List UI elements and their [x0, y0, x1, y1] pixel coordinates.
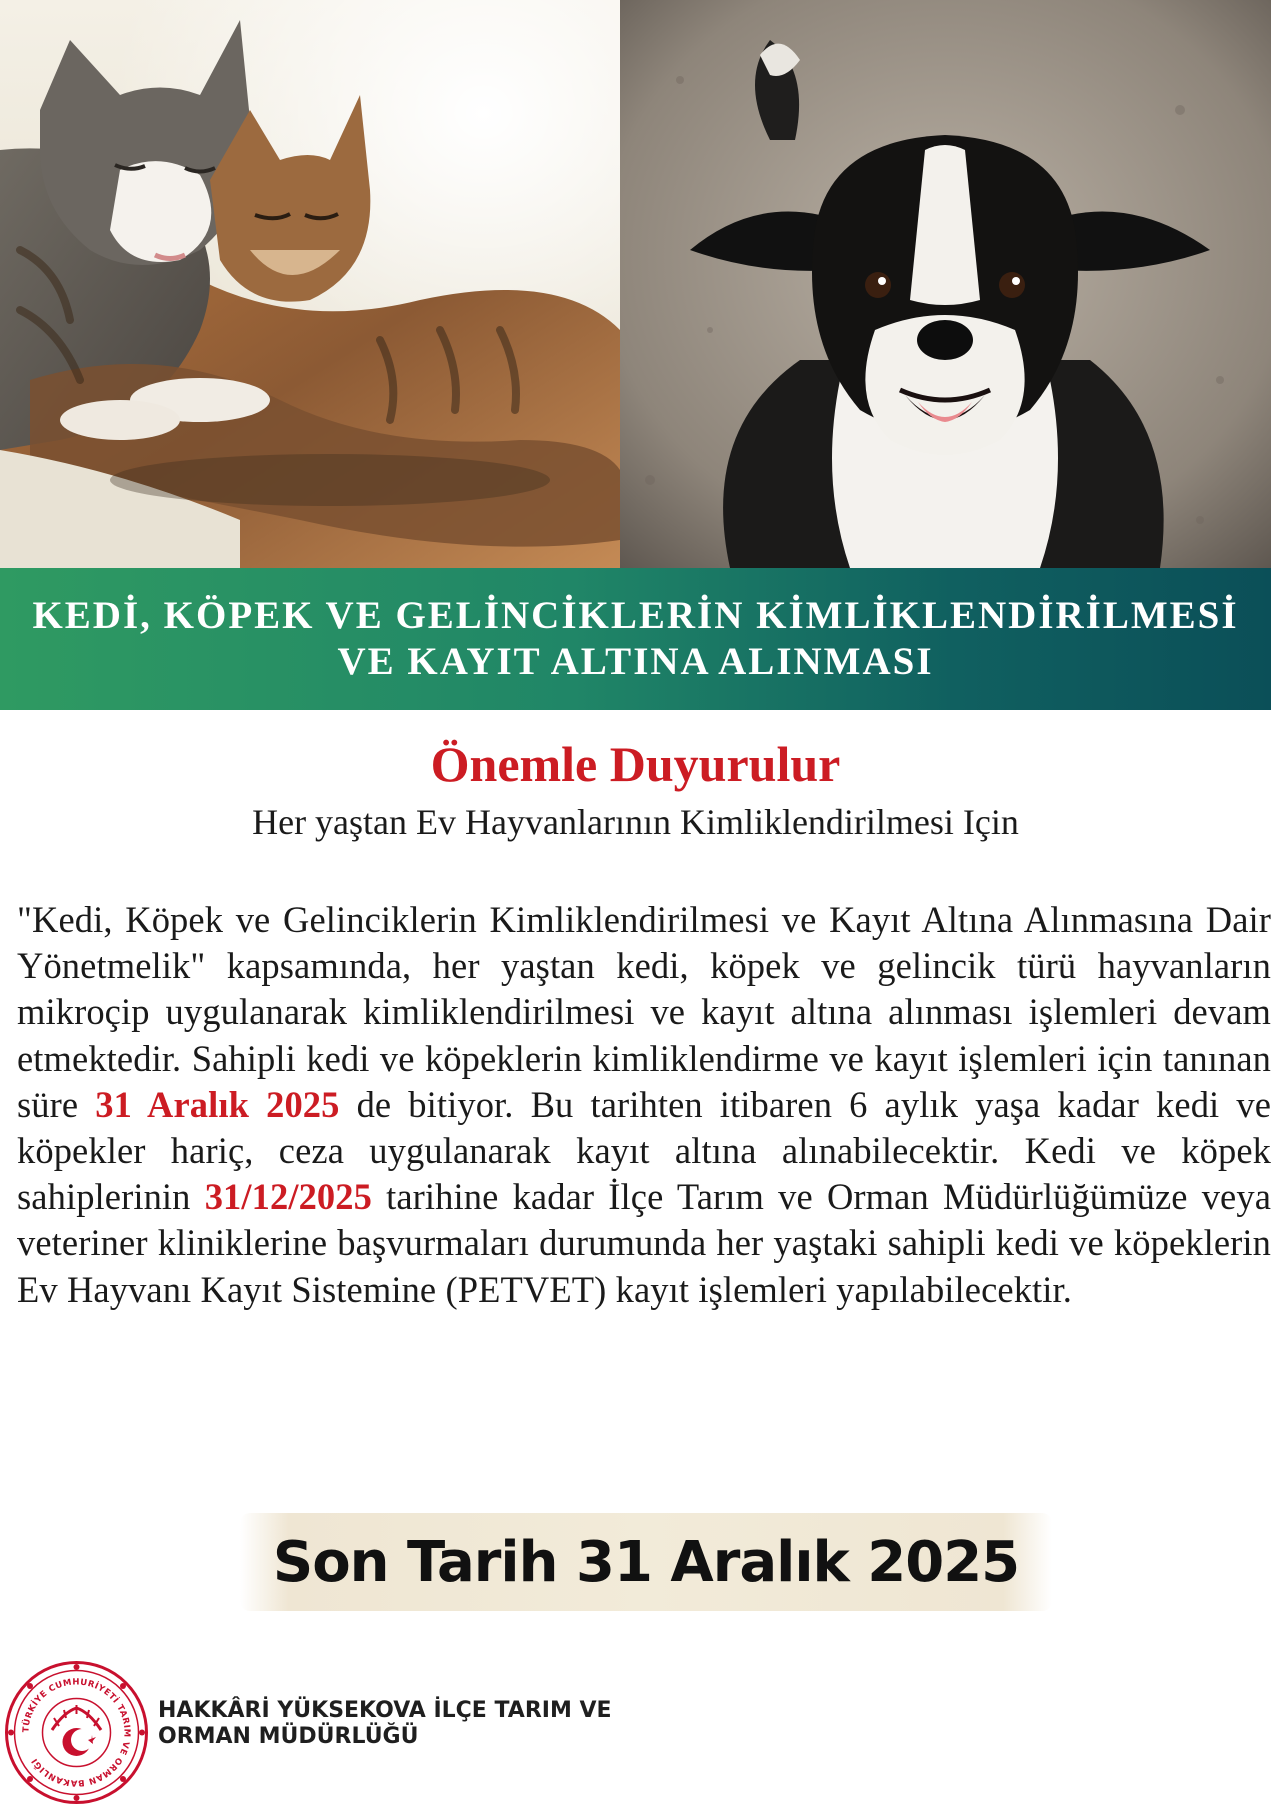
dog-photo	[620, 0, 1271, 568]
deadline-box	[240, 1513, 1052, 1611]
header-photos	[0, 0, 1271, 568]
deadline-highlight-1: 31 Aralık 2025	[95, 1083, 340, 1125]
org-line1: HAKKÂRİ YÜKSEKOVA İLÇE TARIM VE	[158, 1698, 612, 1723]
announcement-headline: Önemle Duyurulur	[430, 736, 841, 792]
banner-title-line2: VE KAYIT ALTINA ALINMASI	[337, 640, 934, 683]
body-part1: "Kedi, Köpek ve Gelinciklerin Kimliklendirilmesi ve Kayıt Altına Alınmasına Dair Yönetmelik" kapsamında, her yaştan kedi, köpek ve gelincik türü hayvanların mikroçip uygulanarak kimliklendirilmesi ve kayıt altına alınması işlemleri devam etmektedir. Sahipli kedi ve köpeklerin kimliklendirme ve kayıt işlemleri için tanınan süre	[17, 899, 1271, 1125]
deadline-highlight-2: 31/12/2025	[204, 1176, 372, 1218]
announcement-body	[17, 897, 1271, 1313]
org-line2: ORMAN MÜDÜRLÜĞÜ	[158, 1724, 419, 1749]
deadline-text: Son Tarih 31 Aralık 2025	[272, 1529, 1020, 1595]
body-part2: de bitiyor. Bu tarihten itibaren 6 aylık yaşa kadar kedi ve köpekler hariç, ceza uygulanarak kayıt altına alınabilecektir. Kedi ve köpek sahiplerinin	[17, 1083, 1271, 1218]
banner-title-line1: KEDİ, KÖPEK VE GELİNCİKLERİN KİMLİKLENDİRİLMESİ	[32, 594, 1239, 637]
body-part3: tarihine kadar İlçe Tarım ve Orman Müdürlüğümüze veya veteriner kliniklerine başvurmaları durumunda her yaştaki sahipli kedi ve köpeklerin Ev Hayvanı Kayıt Sistemine (PETVET) kayıt işlemleri yapılabilecektir.	[17, 1176, 1271, 1310]
cats-photo	[0, 0, 620, 568]
title-banner	[0, 568, 1271, 710]
announcement-subheadline: Her yaştan Ev Hayvanlarının Kimliklendirilmesi Için	[252, 802, 1019, 842]
logo-ring-text: TÜRKİYE CUMHURİYETİ TARIM VE ORMAN BAKANLIĞI	[21, 1677, 132, 1788]
organization-name	[158, 1698, 612, 1750]
ministry-logo	[4, 1660, 149, 1805]
